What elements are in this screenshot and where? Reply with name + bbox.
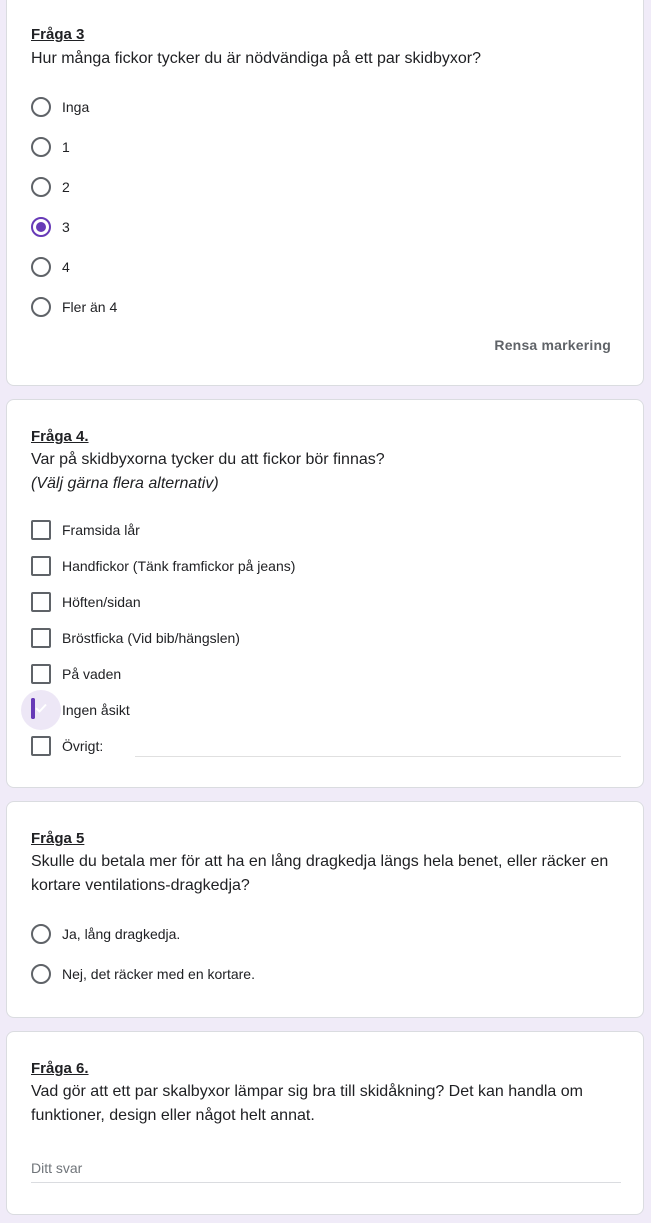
radio-option-1[interactable] [31,136,70,158]
checkbox[interactable] [31,664,51,684]
radio-option-ja-lang-dragkedja[interactable] [31,923,180,945]
radio-option-4[interactable] [31,256,70,278]
checkbox-option-hoften-sidan[interactable] [31,591,141,613]
question-text: Skulle du betala mer för att ha en lång dragkedja längs hela benet, eller räcker en kortare ventilations-dragkedja? [31,853,609,894]
option-label: 1 [62,139,70,155]
option-label: Handfickor (Tänk framfickor på jeans) [62,558,296,574]
radio-button[interactable] [31,924,51,944]
option-label: Nej, det räcker med en kortare. [62,966,255,982]
question-text: Vad gör att ett par skalbyxor lämpar sig bra till skidåkning? Det kan handla om funktioner, design eller något helt annat. [31,1083,583,1124]
option-label: Fler än 4 [62,299,118,315]
radio-button[interactable] [31,177,51,197]
question-card-5 [6,801,644,1018]
checkbox-option-ingen-asikt[interactable] [31,699,130,721]
question-title: Fråga 5 [31,830,85,847]
radio-button[interactable] [31,137,51,157]
question-card-6 [6,1031,644,1215]
radio-option-inga[interactable] [31,96,89,118]
radio-button[interactable] [31,257,51,277]
option-label: 4 [62,259,70,275]
clear-selection-button[interactable]: Rensa markering [494,337,611,353]
option-label: På vaden [62,666,122,682]
radio-option-2[interactable] [31,176,70,198]
checkbox[interactable] [31,556,51,576]
checkbox[interactable] [31,520,51,540]
option-label: Höften/sidan [62,594,141,610]
question-title: Fråga 3 [31,26,85,43]
answer-text-input[interactable] [31,1153,621,1183]
question-subtext: (Välj gärna flera alternativ) [31,475,219,492]
radio-option-3[interactable] [31,216,70,238]
option-label: Framsida lår [62,522,140,538]
option-label: 2 [62,179,70,195]
radio-option-nej-kortare[interactable] [31,963,255,985]
checkbox-option-framsida-lar[interactable] [31,519,140,541]
option-label: Övrigt: [62,738,104,754]
checkbox-option-ovrigt[interactable] [31,735,103,757]
radio-option-fler-an-4[interactable] [31,296,117,318]
checkbox-option-pa-vaden[interactable] [31,663,121,685]
question-card-3 [6,0,644,386]
checkbox[interactable] [31,628,51,648]
checkmark-icon [34,701,48,715]
checkbox[interactable] [31,736,51,756]
question-card-4 [6,399,644,788]
checkbox-checked[interactable] [31,698,35,719]
checkbox[interactable] [31,592,51,612]
other-text-input[interactable] [135,736,621,757]
question-text: Var på skidbyxorna tycker du att fickor bör finnas? [31,451,385,468]
question-text: Hur många fickor tycker du är nödvändiga på ett par skidbyxor? [31,50,482,67]
radio-button[interactable] [31,297,51,317]
checkbox-wrapper[interactable] [31,700,51,720]
radio-button-selected[interactable] [31,217,51,237]
question-title: Fråga 6. [31,1060,89,1077]
option-label: Bröstficka (Vid bib/hängslen) [62,630,240,646]
radio-button[interactable] [31,97,51,117]
checkbox-option-brostficka[interactable] [31,627,240,649]
radio-button[interactable] [31,964,51,984]
checkbox-option-handfickor[interactable] [31,555,295,577]
option-label: Ingen åsikt [62,702,130,718]
option-label: Ja, lång dragkedja. [62,926,181,942]
option-label: Inga [62,99,90,115]
question-title: Fråga 4. [31,428,89,445]
option-label: 3 [62,219,70,235]
